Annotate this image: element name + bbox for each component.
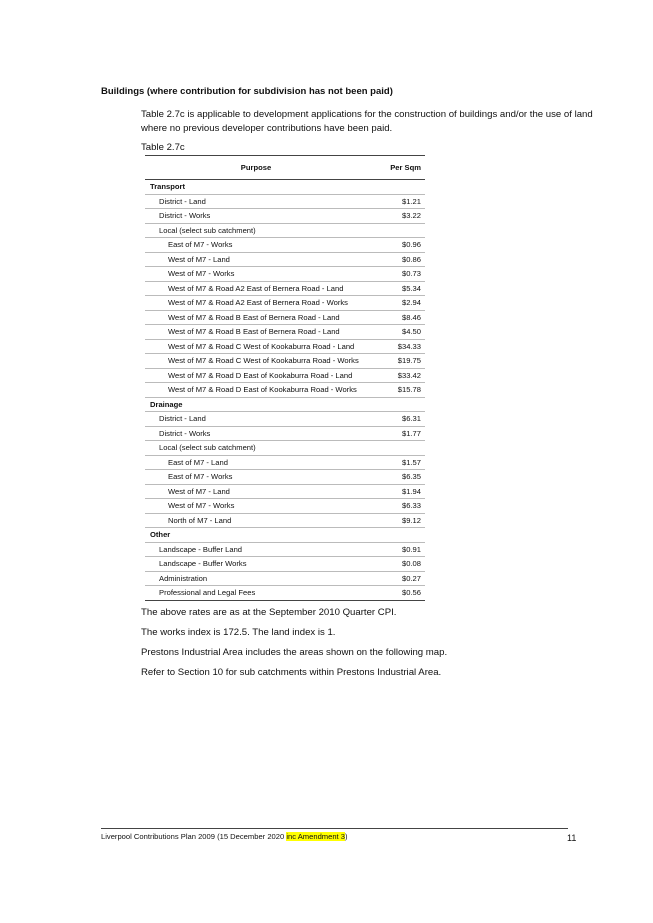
footer-amendment-highlight: inc Amendment 3: [286, 832, 346, 841]
table-section-row: [145, 397, 425, 412]
table-row: [145, 484, 425, 499]
table-row: [145, 325, 425, 340]
purpose-cell: District - Works: [145, 426, 367, 441]
table-row: [145, 557, 425, 572]
purpose-cell: West of M7 - Works: [145, 267, 367, 282]
table-row: [145, 310, 425, 325]
purpose-cell: North of M7 - Land: [145, 513, 367, 528]
rate-cell: $15.78: [367, 383, 425, 398]
footer-divider: [101, 828, 568, 829]
purpose-cell: Landscape - Buffer Works: [145, 557, 367, 572]
purpose-cell: Administration: [145, 571, 367, 586]
section-label: Drainage: [145, 397, 367, 412]
table-row: [145, 513, 425, 528]
column-header-per-sqm: Per Sqm: [367, 156, 425, 180]
purpose-cell: District - Works: [145, 209, 367, 224]
column-header-purpose: Purpose: [145, 156, 367, 180]
table-row: [145, 571, 425, 586]
table-row: [145, 586, 425, 601]
purpose-cell: West of M7 - Works: [145, 499, 367, 514]
rate-cell: $6.31: [367, 412, 425, 427]
rate-cell: $0.91: [367, 542, 425, 557]
purpose-cell: Landscape - Buffer Land: [145, 542, 367, 557]
footer-close-paren: ): [345, 832, 348, 841]
rate-cell: $33.42: [367, 368, 425, 383]
rate-cell: $1.94: [367, 484, 425, 499]
purpose-cell: West of M7 & Road D East of Kookaburra Road - Land: [145, 368, 367, 383]
table-row: [145, 267, 425, 282]
table-row: [145, 368, 425, 383]
rate-cell: $2.94: [367, 296, 425, 311]
rate-cell: $0.86: [367, 252, 425, 267]
table-section-row: [145, 528, 425, 543]
rate-cell: $8.46: [367, 310, 425, 325]
rate-cell: [367, 223, 425, 238]
rate-cell: [367, 528, 425, 543]
rate-cell: $1.21: [367, 194, 425, 209]
purpose-cell: West of M7 & Road D East of Kookaburra Road - Works: [145, 383, 367, 398]
purpose-cell: Professional and Legal Fees: [145, 586, 367, 601]
table-row: [145, 412, 425, 427]
table-row: [145, 238, 425, 253]
section-label: Transport: [145, 180, 367, 195]
rate-cell: $0.96: [367, 238, 425, 253]
table-row: [145, 354, 425, 369]
table-section-row: [145, 180, 425, 195]
notes: [141, 606, 447, 686]
purpose-cell: West of M7 & Road B East of Bernera Road - Land: [145, 325, 367, 340]
note-sub-catchments: Refer to Section 10 for sub catchments within Prestons Industrial Area.: [141, 667, 442, 678]
table-caption: Table 2.7c: [141, 142, 185, 153]
purpose-cell: West of M7 - Land: [145, 484, 367, 499]
rate-cell: $9.12: [367, 513, 425, 528]
table-row: [145, 194, 425, 209]
rate-cell: $0.56: [367, 586, 425, 601]
table-row: [145, 499, 425, 514]
purpose-cell: East of M7 - Works: [145, 470, 367, 485]
note-indexes: The works index is 172.5. The land index is 1.: [141, 627, 336, 638]
purpose-cell: West of M7 & Road B East of Bernera Road - Land: [145, 310, 367, 325]
purpose-cell: West of M7 & Road C West of Kookaburra Road - Works: [145, 354, 367, 369]
table-row: [145, 383, 425, 398]
note-cpi: The above rates are as at the September 2010 Quarter CPI.: [141, 607, 397, 618]
section-heading: Buildings (where contribution for subdivision has not been paid): [101, 86, 393, 97]
footer-title: Liverpool Contributions Plan 2009 (15 December 2020: [101, 832, 287, 841]
table-row: [145, 470, 425, 485]
table-row: [145, 426, 425, 441]
table-row: [145, 455, 425, 470]
purpose-cell: West of M7 - Land: [145, 252, 367, 267]
purpose-cell: District - Land: [145, 412, 367, 427]
purpose-cell: East of M7 - Works: [145, 238, 367, 253]
table-row: [145, 209, 425, 224]
purpose-cell: East of M7 - Land: [145, 455, 367, 470]
purpose-cell: West of M7 & Road A2 East of Bernera Road - Land: [145, 281, 367, 296]
contributions-rates-table: [145, 155, 425, 601]
page-number: 11: [567, 833, 577, 843]
rate-cell: $6.35: [367, 470, 425, 485]
purpose-cell: Local (select sub catchment): [145, 223, 367, 238]
purpose-cell: West of M7 & Road C West of Kookaburra Road - Land: [145, 339, 367, 354]
rate-cell: $1.57: [367, 455, 425, 470]
table-row: [145, 296, 425, 311]
table-row: [145, 441, 425, 456]
rate-cell: $19.75: [367, 354, 425, 369]
rate-cell: $0.08: [367, 557, 425, 572]
purpose-cell: West of M7 & Road A2 East of Bernera Road - Works: [145, 296, 367, 311]
intro-paragraph: Table 2.7c is applicable to development applications for the construction of buildings and/or the use of land where no previous developer contributions have been paid.: [141, 109, 593, 134]
rate-cell: $0.27: [367, 571, 425, 586]
rate-cell: [367, 397, 425, 412]
rate-cell: $1.77: [367, 426, 425, 441]
purpose-cell: District - Land: [145, 194, 367, 209]
table-row: [145, 223, 425, 238]
section-label: Other: [145, 528, 367, 543]
rate-cell: $0.73: [367, 267, 425, 282]
rate-cell: $5.34: [367, 281, 425, 296]
footer-text: [101, 832, 348, 841]
rate-cell: $6.33: [367, 499, 425, 514]
table-row: [145, 281, 425, 296]
rate-cell: $4.50: [367, 325, 425, 340]
rate-cell: [367, 441, 425, 456]
note-map: Prestons Industrial Area includes the areas shown on the following map.: [141, 647, 448, 658]
table-body: [145, 180, 425, 601]
rate-cell: $3.22: [367, 209, 425, 224]
rate-cell: [367, 180, 425, 195]
table-row: [145, 339, 425, 354]
purpose-cell: Local (select sub catchment): [145, 441, 367, 456]
table-row: [145, 252, 425, 267]
table-header-row: [145, 156, 425, 180]
table-row: [145, 542, 425, 557]
rate-cell: $34.33: [367, 339, 425, 354]
